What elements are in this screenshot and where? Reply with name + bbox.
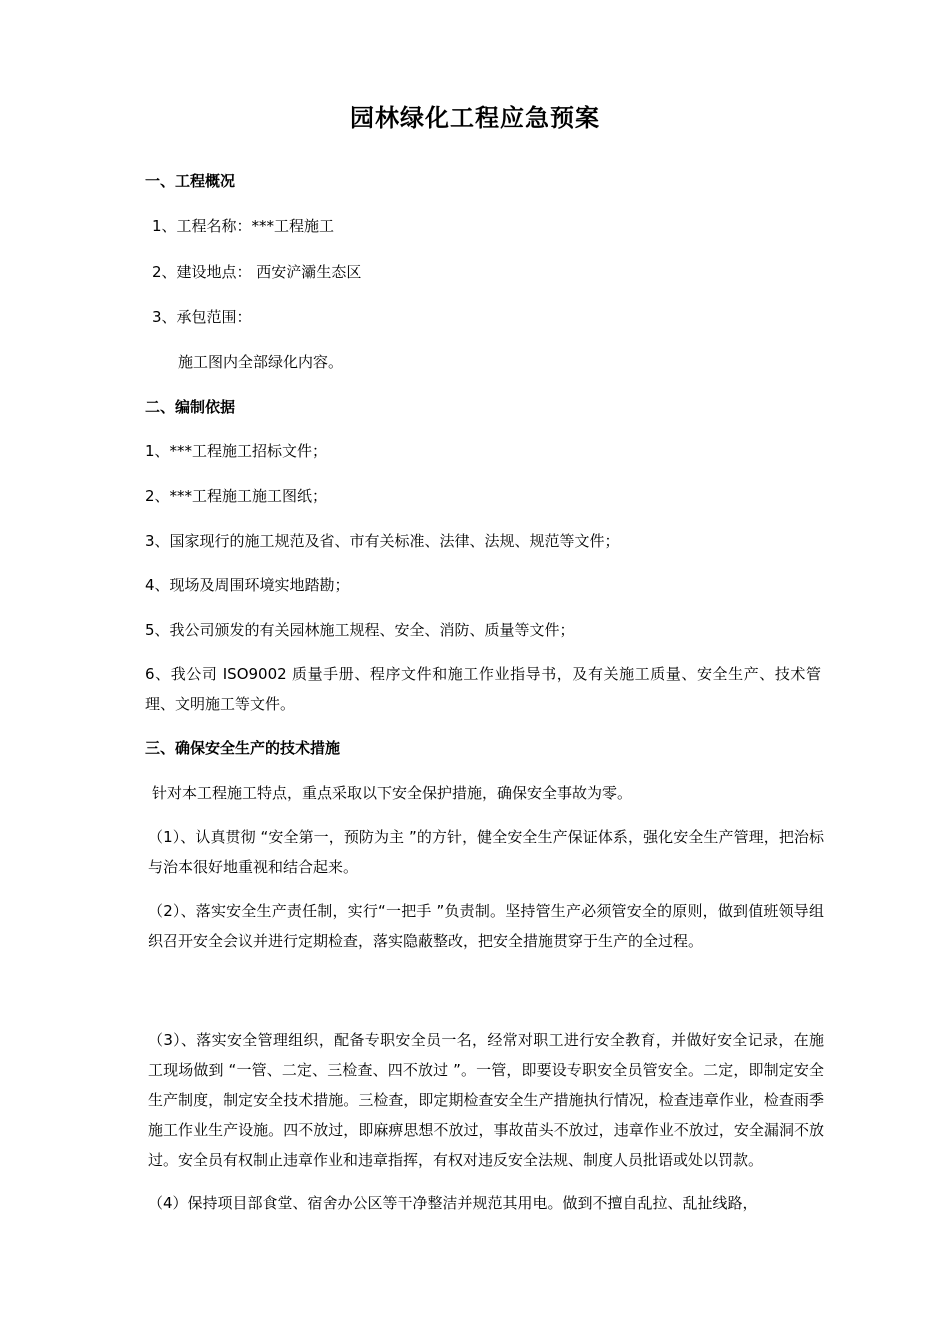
section2-heading: 二、编制依据 bbox=[145, 398, 236, 416]
contract-scope-text: 施工图内全部绿化内容。 bbox=[178, 353, 344, 371]
document-title: 园林绿化工程应急预案 bbox=[350, 104, 600, 132]
basis-item-1: 1、***工程施工招标文件； bbox=[145, 442, 328, 460]
basis-item-2: 2、***工程施工施工图纸； bbox=[145, 487, 328, 505]
measure-paragraph-3: （3）、落实安全管理组织，配备专职安全员一名，经常对职工进行安全教育，并做好安全记录，在施工现场做到 “一管、二定、三检查、四不放过 ”。一管，即要设专职安全员管安全。二定，即制定安全生产制度，制定安全技术措施。三检查，即定期检查安全生产措施执行情况，检查违章作业，检查雨季施工作业生产设施。四不放过，即麻痹思想不放过，事故苗头不放过，违章作业不放过，安全漏洞不放过。安全员有权制止违章作业和违章指挥，有权对违反安全法规、制度人员批语或处以罚款。 bbox=[148, 1031, 824, 1169]
basis-item-6: 6、我公司 ISO9002 质量手册、程序文件和施工作业指导书，及有关施工质量、安全生产、技术管理、文明施工等文件。 bbox=[145, 665, 821, 713]
measure-paragraph-1: （1）、认真贯彻 “安全第一，预防为主 ”的方针，健全安全生产保证体系，强化安全生产管理，把治标与治本很好地重视和结合起来。 bbox=[148, 828, 824, 876]
basis-item-3: 3、国家现行的施工规范及省、市有关标准、法律、法规、规范等文件； bbox=[145, 532, 620, 550]
contract-scope-label: 3、承包范围： bbox=[152, 308, 252, 326]
basis-item-4: 4、现场及周围环境实地踏勘； bbox=[145, 576, 350, 594]
section3-intro: 针对本工程施工特点，重点采取以下安全保护措施，确保安全事故为零。 bbox=[152, 784, 633, 802]
measure-paragraph-4: （4）保持项目部食堂、宿舍办公区等干净整洁并规范其用电。做到不擅自乱拉、乱扯线路， bbox=[148, 1194, 758, 1212]
basis-item-5: 5、我公司颁发的有关园林施工规程、安全、消防、质量等文件； bbox=[145, 621, 575, 639]
project-name: 1、工程名称：***工程施工 bbox=[152, 217, 335, 235]
section3-heading: 三、确保安全生产的技术措施 bbox=[145, 739, 341, 757]
section1-heading: 一、工程概况 bbox=[145, 172, 236, 190]
measure-paragraph-2: （2）、落实安全生产责任制，实行“一把手 ”负责制。坚持管生产必须管安全的原则，做到值班领导组织召开安全会议并进行定期检查，落实隐蔽整改，把安全措施贯穿于生产的全过程。 bbox=[148, 902, 824, 950]
project-location: 2、建设地点： 西安浐灞生态区 bbox=[152, 263, 362, 281]
